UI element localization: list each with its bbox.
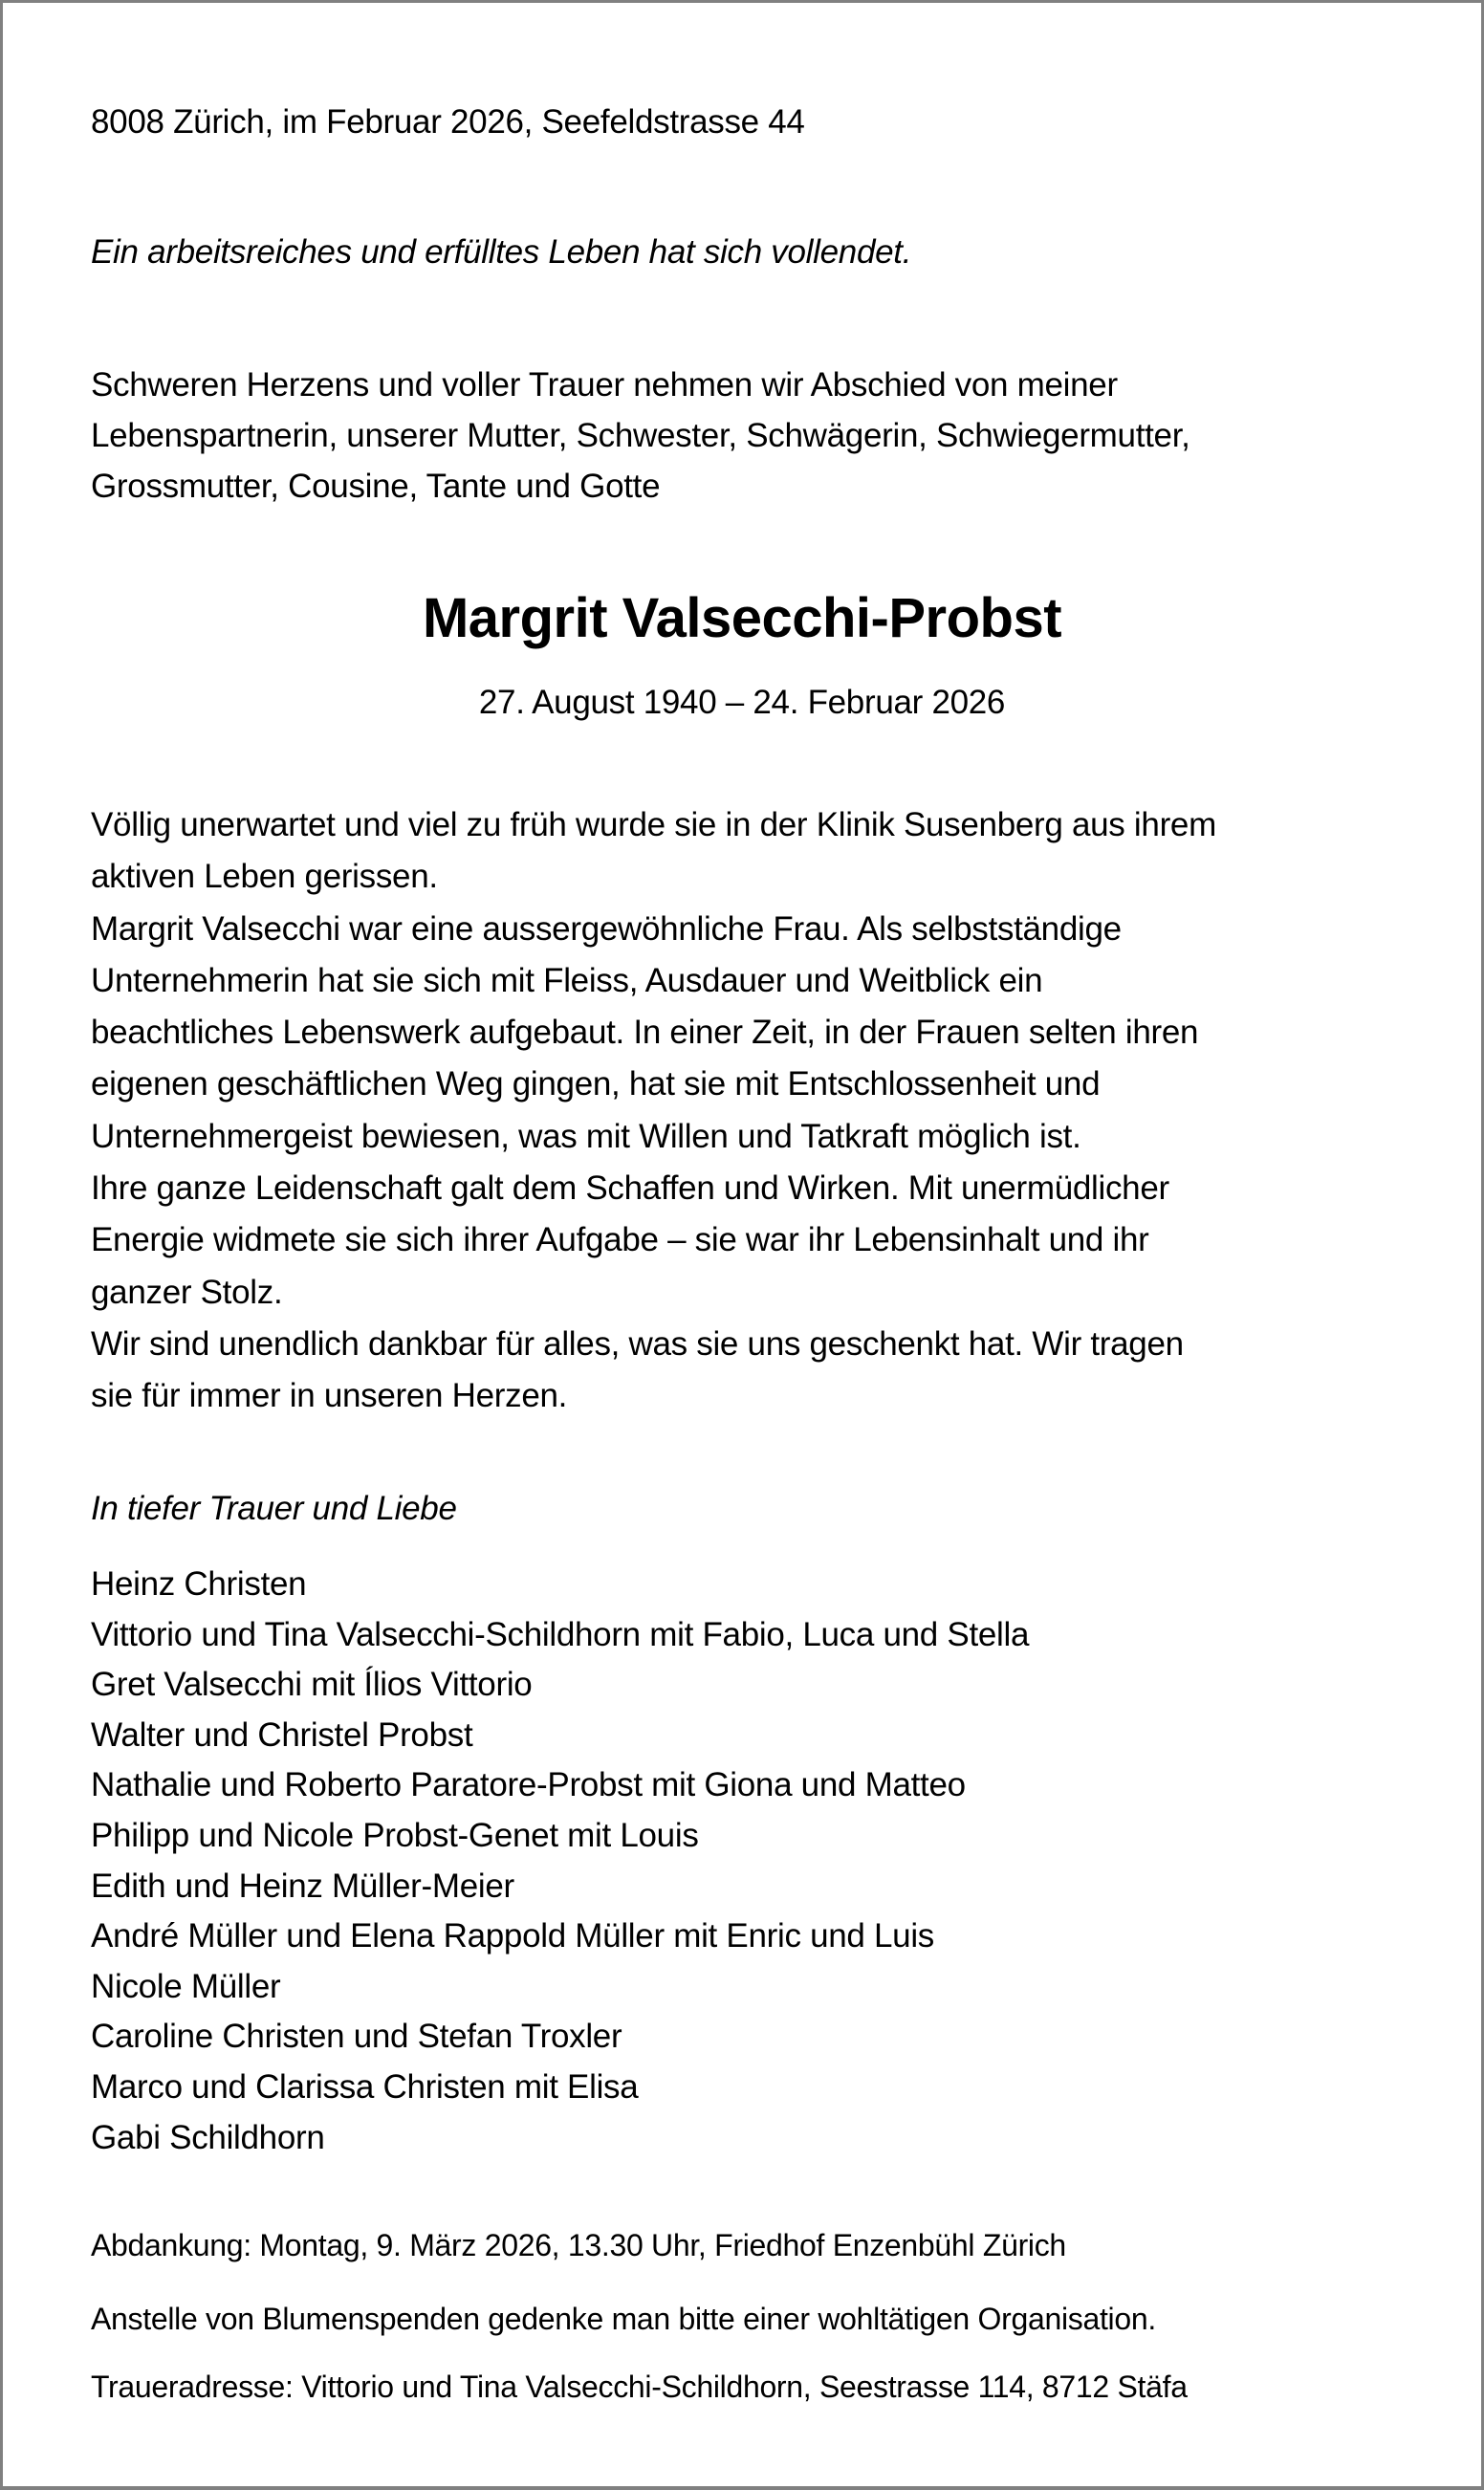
body-line: Völlig unerwartet und viel zu früh wurde sie in der Klinik Susenberg aus ihrem	[91, 806, 1216, 843]
body-line: beachtliches Lebenswerk aufgebaut. In einer Zeit, in der Frauen selten ihren	[91, 1014, 1199, 1052]
mourner: Vittorio und Tina Valsecchi-Schildhorn mit Fabio, Luca und Stella	[91, 1615, 1030, 1653]
body-line: Margrit Valsecchi war eine aussergewöhnliche Frau. Als selbstständige	[91, 909, 1122, 948]
body-line: eigenen geschäftlichen Weg gingen, hat sie mit Entschlossenheit und	[91, 1065, 1101, 1103]
donation-note: Anstelle von Blumenspenden gedenke man bitte einer wohltätigen Organisation.	[91, 2302, 1156, 2336]
mourner: Heinz Christen	[91, 1565, 307, 1603]
body-line: Ihre ganze Leidenschaft galt dem Schaffen und Wirken. Mit unermüdlicher	[91, 1169, 1169, 1208]
mourner: Nathalie und Roberto Paratore-Probst mit Giona und Matteo	[91, 1766, 966, 1804]
body-line: Wir sind unendlich dankbar für alles, was sie uns geschenkt hat. Wir tragen	[91, 1324, 1184, 1363]
intro-paragraph	[91, 360, 1424, 512]
mourner: Edith und Heinz Müller-Meier	[91, 1867, 514, 1905]
mourner: André Müller und Elena Rappold Müller mit Enric und Luis	[91, 1917, 934, 1955]
intro-line: Lebenspartnerin, unserer Mutter, Schwester, Schwägerin, Schwiegermutter,	[91, 417, 1190, 454]
body-line: ganzer Stolz.	[91, 1273, 283, 1311]
mourners-heading: In tiefer Trauer und Liebe	[91, 1490, 457, 1527]
mourner: Caroline Christen und Stefan Troxler	[91, 2018, 622, 2056]
mourner: Philipp und Nicole Probst-Genet mit Louis	[91, 1816, 699, 1854]
body-line: sie für immer in unseren Herzen.	[91, 1377, 568, 1415]
body-line: Energie widmete sie sich ihrer Aufgabe – sie war ihr Lebensinhalt und ihr	[91, 1221, 1149, 1259]
intro-line: Schweren Herzens und voller Trauer nehmen wir Abschied von meiner	[91, 366, 1118, 404]
mourners-list	[91, 1560, 1424, 2163]
place-date-line: 8008 Zürich, im Februar 2026, Seefeldstrasse 44	[91, 103, 805, 141]
body-line: Unternehmerin hat sie sich mit Fleiss, Ausdauer und Weitblick ein	[91, 961, 1043, 999]
deceased-name: Margrit Valsecchi-Probst	[422, 587, 1062, 649]
motto: Ein arbeitsreiches und erfülltes Leben hat sich vollendet.	[91, 233, 912, 271]
life-dates: 27. August 1940 – 24. Februar 2026	[478, 684, 1006, 721]
funeral-info: Abdankung: Montag, 9. März 2026, 13.30 Uhr, Friedhof Enzenbühl Zürich	[91, 2228, 1066, 2262]
mourner: Gabi Schildhorn	[91, 2118, 325, 2156]
mourner: Walter und Christel Probst	[91, 1715, 473, 1754]
body-line: Unternehmergeist bewiesen, was mit Willen und Tatkraft möglich ist.	[91, 1117, 1081, 1155]
mourner: Marco und Clarissa Christen mit Elisa	[91, 2067, 639, 2106]
body-line: aktiven Leben gerissen.	[91, 858, 438, 896]
mourner: Nicole Müller	[91, 1967, 281, 2005]
mourner: Gret Valsecchi mit Ílios Vittorio	[91, 1666, 533, 1704]
body-text	[91, 799, 1424, 1423]
intro-line: Grossmutter, Cousine, Tante und Gotte	[91, 468, 661, 505]
mourning-address: Traueradresse: Vittorio und Tina Valsecchi-Schildhorn, Seestrasse 114, 8712 Stäfa	[91, 2370, 1188, 2404]
